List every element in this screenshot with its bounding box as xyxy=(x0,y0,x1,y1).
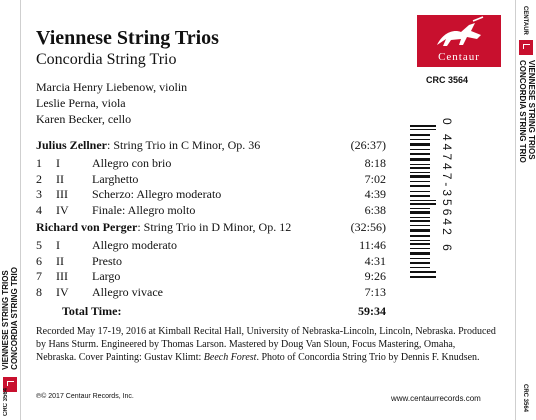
track-number: 6 xyxy=(36,253,42,268)
track-number: 4 xyxy=(36,202,42,217)
total-time-value: 59:34 xyxy=(358,304,386,318)
track-row xyxy=(36,269,386,285)
track-title: Larghetto xyxy=(92,171,139,186)
spine-label-right: CENTAUR xyxy=(522,6,528,35)
track-time: 8:18 xyxy=(364,156,386,170)
spine-catalog-right: CRC 3564 xyxy=(522,383,528,412)
track-title: Allegro con brio xyxy=(92,156,172,170)
track-time: 7:02 xyxy=(364,171,386,186)
copyright: ℗© 2017 Centaur Records, Inc. xyxy=(36,393,134,400)
centaur-icon xyxy=(417,15,501,55)
work-heading xyxy=(36,138,386,156)
painting-title: Beech Forest xyxy=(203,352,257,363)
spine-line-2: CONCORDIA STRING TRIO xyxy=(10,267,19,370)
credits-text: Recorded May 17-19, 2016 at Kimball Recital Hall, University of Nebraska-Lincoln, Lincoln, Nebraska. Produced by Hans Sturm. Engineered by Thomas Larson. Mastered by Doug Van Sloun, Focus Mastering, Omaha, Nebraska. Cover Painting: Gustav Klimt: xyxy=(36,326,496,363)
track-number: 8 xyxy=(36,284,42,299)
right-spine xyxy=(515,0,536,420)
movement-number: IV xyxy=(56,202,69,217)
track-title: Allegro vivace xyxy=(92,284,163,299)
spine-line-2-right: CONCORDIA STRING TRIO xyxy=(518,60,527,163)
track-row xyxy=(36,187,386,203)
spine-logo-right-icon xyxy=(519,40,533,55)
composer-name: Richard von Perger xyxy=(36,220,138,234)
track-time: 4:31 xyxy=(364,253,386,268)
track-number: 2 xyxy=(36,171,42,186)
track-time: 7:13 xyxy=(364,284,386,299)
work-title: : String Trio in C Minor, Op. 36 xyxy=(107,138,261,152)
spine-catalog-left: CRC 3564 xyxy=(3,387,9,416)
centaur-logo xyxy=(417,15,501,67)
track-row xyxy=(36,203,386,219)
composer-name: Julius Zellner xyxy=(36,138,108,152)
track-row xyxy=(36,172,386,188)
performer: Marcia Henry Liebenow, violin xyxy=(36,80,188,94)
track-title: Allegro moderato xyxy=(92,238,177,252)
track-time: 11:46 xyxy=(359,238,386,252)
work-block xyxy=(36,138,386,218)
spine-line-1: VIENNESE STRING TRIOS xyxy=(1,270,10,370)
barcode-icon xyxy=(410,125,436,280)
left-spine-text xyxy=(1,267,19,370)
movement-number: I xyxy=(56,238,60,252)
performer: Leslie Perna, viola xyxy=(36,96,126,110)
movement-number: II xyxy=(56,171,64,186)
movement-number: III xyxy=(56,187,68,201)
track-row xyxy=(36,238,386,254)
work-duration: (26:37) xyxy=(350,138,386,152)
performers-list xyxy=(36,79,187,127)
movement-number: I xyxy=(56,156,60,170)
movement-number: IV xyxy=(56,284,69,299)
right-spine-text xyxy=(518,60,536,163)
track-number: 3 xyxy=(36,187,42,201)
website-link[interactable]: www.centaurrecords.com xyxy=(391,394,481,403)
track-number: 1 xyxy=(36,156,42,170)
movement-number: III xyxy=(56,269,68,283)
track-time: 4:39 xyxy=(364,187,386,201)
performer: Karen Becker, cello xyxy=(36,112,132,126)
credits-text-2: . Photo of Concordia String Trio by Dennis F. Knudsen. xyxy=(256,352,480,363)
track-title: Largo xyxy=(92,269,121,283)
track-number: 7 xyxy=(36,269,42,283)
track-number: 5 xyxy=(36,238,42,252)
catalog-number: CRC 3564 xyxy=(426,75,469,85)
track-title: Finale: Allegro molto xyxy=(92,202,196,217)
left-spine xyxy=(0,0,21,420)
ensemble-name: Concordia String Trio xyxy=(36,51,177,68)
album-title: Viennese String Trios xyxy=(36,27,219,49)
track-title: Presto xyxy=(92,253,122,268)
work-duration: (32:56) xyxy=(350,220,386,234)
work-block xyxy=(36,220,386,300)
track-row xyxy=(36,156,386,172)
barcode-number: 0 44747-35642 6 xyxy=(440,118,454,254)
work-heading xyxy=(36,220,386,238)
track-time: 6:38 xyxy=(364,202,386,217)
liner-credits xyxy=(36,325,496,364)
track-title: Scherzo: Allegro moderato xyxy=(92,187,222,201)
work-title: : String Trio in D Minor, Op. 12 xyxy=(137,220,292,234)
track-row xyxy=(36,285,386,301)
track-row xyxy=(36,254,386,270)
logo-wordmark: Centaur xyxy=(438,51,480,63)
total-time-label: Total Time: xyxy=(62,304,122,318)
track-time: 9:26 xyxy=(364,269,386,283)
movement-number: II xyxy=(56,253,64,268)
spine-line-1-right: VIENNESE STRING TRIOS xyxy=(527,60,536,160)
